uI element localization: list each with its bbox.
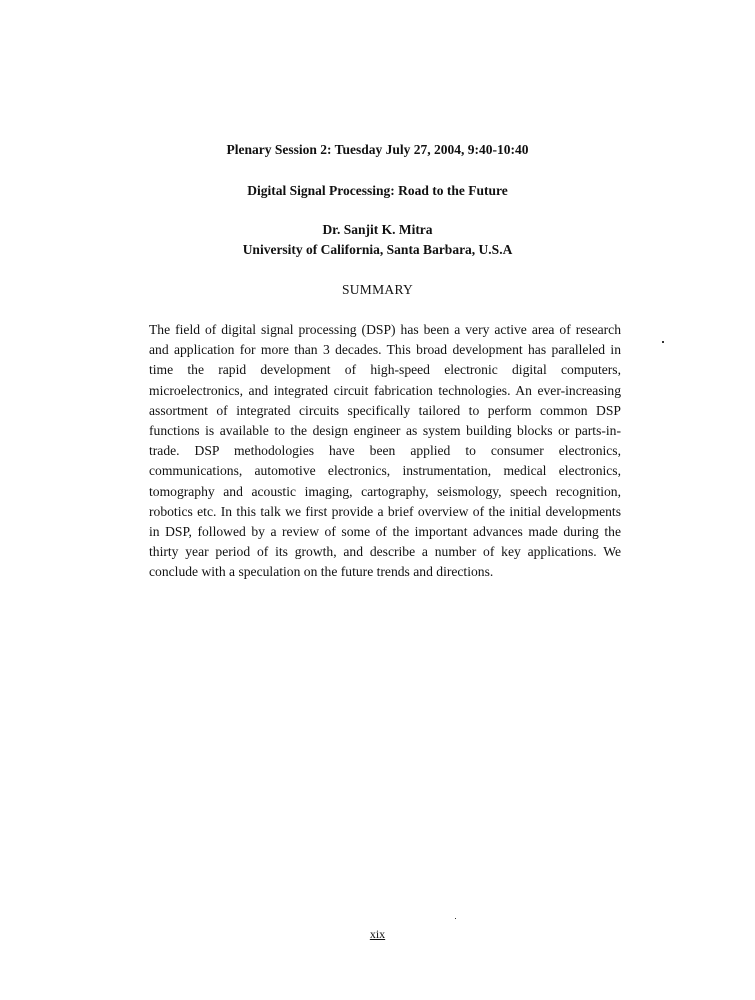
summary-paragraph: The field of digital signal processing (DSP) has been a very active area of research and application for more than 3 decades. This broad development has paralleled in time the rapid development of high-speed electronic digital computers, microelectronics, and integrated circuit fabrication technologies. An ever-increasing assortment of integrated circuits specifically tailored to perform common DSP functions is available to the design engineer as system building blocks or parts-in-trade. DSP methodologies have been applied to consumer electronics, communications, automotive electronics, instrumentation, medical electronics, tomography and acoustic imaging, cartography, seismology, speech recognition, robotics etc. In this talk we first provide a brief overview of the initial developments in DSP, followed by a review of some of the important advances made during the thirty year period of its growth, and describe a number of key applications. We conclude with a speculation on the future trends and directions. xyxy=(149,322,621,580)
author-name: Dr. Sanjit K. Mitra xyxy=(322,222,433,237)
session-line: Plenary Session 2: Tuesday July 27, 2004, 9:40-10:40 xyxy=(226,142,529,157)
talk-title: Digital Signal Processing: Road to the Future xyxy=(247,183,508,198)
author-affiliation: University of California, Santa Barbara, U.S.A xyxy=(242,242,513,257)
page-number: xix xyxy=(369,927,386,941)
scan-speck xyxy=(662,341,664,343)
scan-speck xyxy=(455,918,456,919)
section-heading: SUMMARY xyxy=(341,282,414,297)
